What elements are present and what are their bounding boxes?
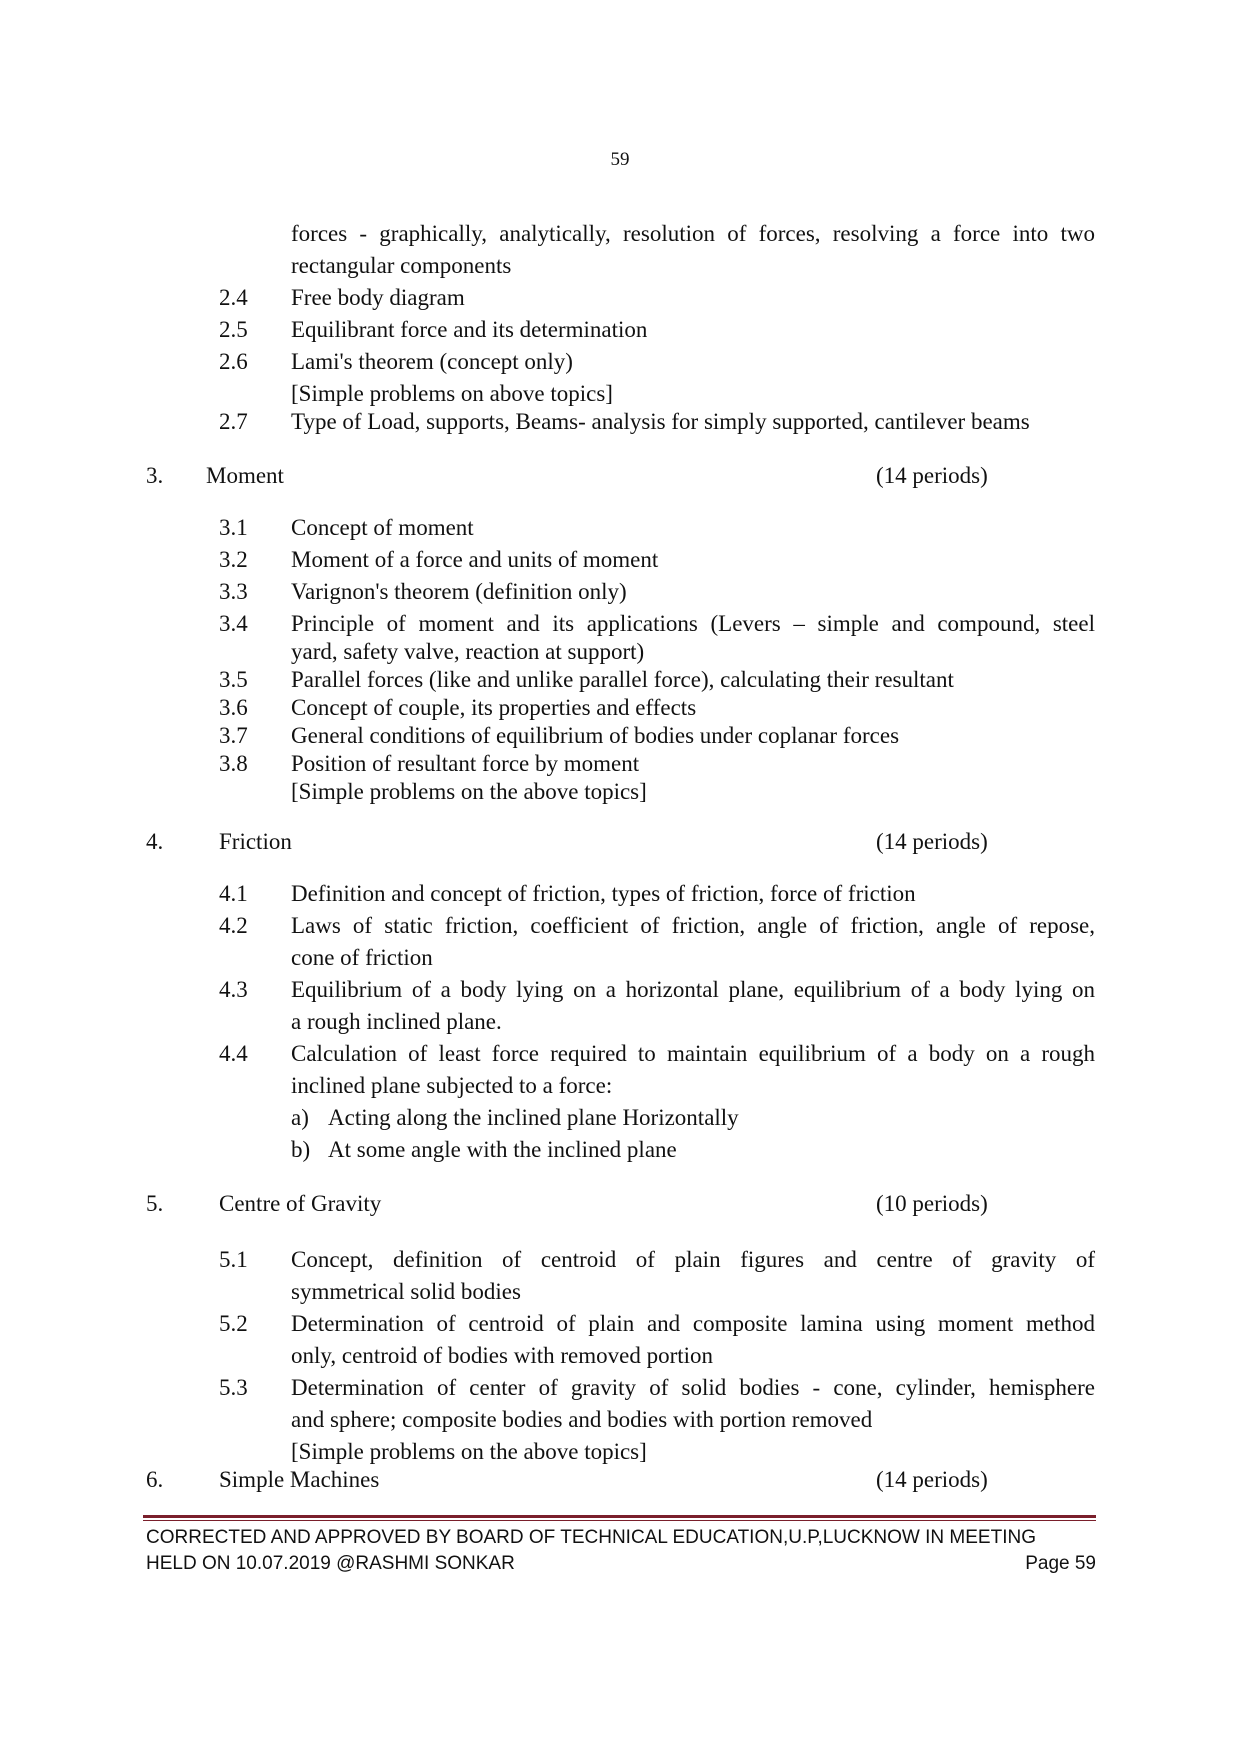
section-title: Centre of Gravity (219, 1191, 382, 1216)
sub-item (291, 1136, 677, 1164)
item-number: 3.3 (219, 579, 248, 604)
sub-item-text: Acting along the inclined plane Horizontally (328, 1105, 739, 1130)
sub-item-label: b) (291, 1137, 311, 1162)
item-number: 3.6 (219, 695, 248, 720)
item-text: only, centroid of bodies with removed portion (291, 1343, 714, 1368)
item-note: [Simple problems on the above topics] (291, 779, 647, 804)
item-note: [Simple problems on above topics] (291, 381, 613, 406)
section-periods: (14 periods) (876, 829, 988, 854)
section-title: Moment (206, 463, 284, 488)
section-periods: (10 periods) (876, 1191, 988, 1216)
item-text: Calculation of least force required to maintain equilibrium of a body on a rough (291, 1041, 1095, 1066)
item-text: Principle of moment and its applications (Levers – simple and compound, steel (291, 611, 1095, 636)
item-number: 2.7 (219, 409, 248, 434)
item-number: 4.1 (219, 881, 248, 906)
section-title: Simple Machines (219, 1467, 380, 1492)
item-text: General conditions of equilibrium of bodies under coplanar forces (291, 723, 900, 748)
item-text: Position of resultant force by moment (291, 751, 640, 776)
item-text: Varignon's theorem (definition only) (291, 579, 627, 604)
item-number: 2.5 (219, 317, 248, 342)
footer-rule (143, 1515, 1096, 1518)
item-text: Equilibrium of a body lying on a horizontal plane, equilibrium of a body lying on (291, 977, 1095, 1002)
item-text: and sphere; composite bodies and bodies with portion removed (291, 1407, 873, 1432)
section-number: 3. (146, 463, 164, 488)
item-text: Laws of static friction, coefficient of friction, angle of friction, angle of repose, (291, 913, 1095, 938)
section-periods: (14 periods) (876, 463, 988, 488)
page-number: 59 (610, 149, 630, 170)
item-number: 3.2 (219, 547, 248, 572)
item-note: [Simple problems on the above topics] (291, 1439, 647, 1464)
item-text: Concept of couple, its properties and effects (291, 695, 697, 720)
section-periods: (14 periods) (876, 1467, 988, 1492)
footer-line-1: CORRECTED AND APPROVED BY BOARD OF TECHNICAL EDUCATION,U.P,LUCKNOW IN MEETING (146, 1527, 1036, 1548)
item-number: 2.4 (219, 285, 248, 310)
item-number: 3.1 (219, 515, 248, 540)
section-title: Friction (219, 829, 292, 854)
sub-item-text: At some angle with the inclined plane (328, 1137, 677, 1162)
item-text: Determination of center of gravity of solid bodies - cone, cylinder, hemisphere (291, 1375, 1095, 1400)
item-text: Type of Load, supports, Beams- analysis for simply supported, cantilever beams (291, 409, 1030, 434)
section-number: 4. (146, 829, 164, 854)
item-text: Concept, definition of centroid of plain figures and centre of gravity of (291, 1247, 1095, 1272)
item-text: Moment of a force and units of moment (291, 547, 659, 572)
item-text: Free body diagram (291, 285, 465, 310)
sub-item-label: a) (291, 1105, 309, 1130)
item-text: Lami's theorem (concept only) (291, 349, 573, 374)
footer-rule-thin (143, 1520, 1096, 1521)
continuation-line-1: forces - graphically, analytically, resolution of forces, resolving a force into two (291, 221, 1095, 246)
item-number: 3.8 (219, 751, 248, 776)
item-number: 5.3 (219, 1375, 248, 1400)
item-number: 3.5 (219, 667, 248, 692)
continuation-line-2: rectangular components (291, 253, 512, 278)
item-text: Determination of centroid of plain and composite lamina using moment method (291, 1311, 1095, 1336)
sub-item (291, 1104, 739, 1132)
section-number: 5. (146, 1191, 164, 1216)
item-number: 5.1 (219, 1247, 248, 1272)
item-text: inclined plane subjected to a force: (291, 1073, 613, 1098)
item-text: Parallel forces (like and unlike parallel force), calculating their resultant (291, 667, 954, 692)
item-number: 4.2 (219, 913, 248, 938)
item-number: 4.3 (219, 977, 248, 1002)
item-number: 3.7 (219, 723, 248, 748)
section-number: 6. (146, 1467, 164, 1492)
footer-line-2 (146, 1551, 1096, 1577)
item-text: Concept of moment (291, 515, 474, 540)
item-number: 2.6 (219, 349, 248, 374)
footer-approval-date: HELD ON 10.07.2019 @RASHMI SONKAR (146, 1553, 515, 1574)
item-text: cone of friction (291, 945, 433, 970)
item-number: 5.2 (219, 1311, 248, 1336)
item-number: 3.4 (219, 611, 248, 636)
item-text: symmetrical solid bodies (291, 1279, 521, 1304)
item-text: yard, safety valve, reaction at support) (291, 639, 645, 664)
item-text: Definition and concept of friction, types of friction, force of friction (291, 881, 916, 906)
item-text: a rough inclined plane. (291, 1009, 502, 1034)
item-number: 4.4 (219, 1041, 248, 1066)
footer-page-label: Page 59 (1025, 1553, 1096, 1574)
item-text: Equilibrant force and its determination (291, 317, 648, 342)
